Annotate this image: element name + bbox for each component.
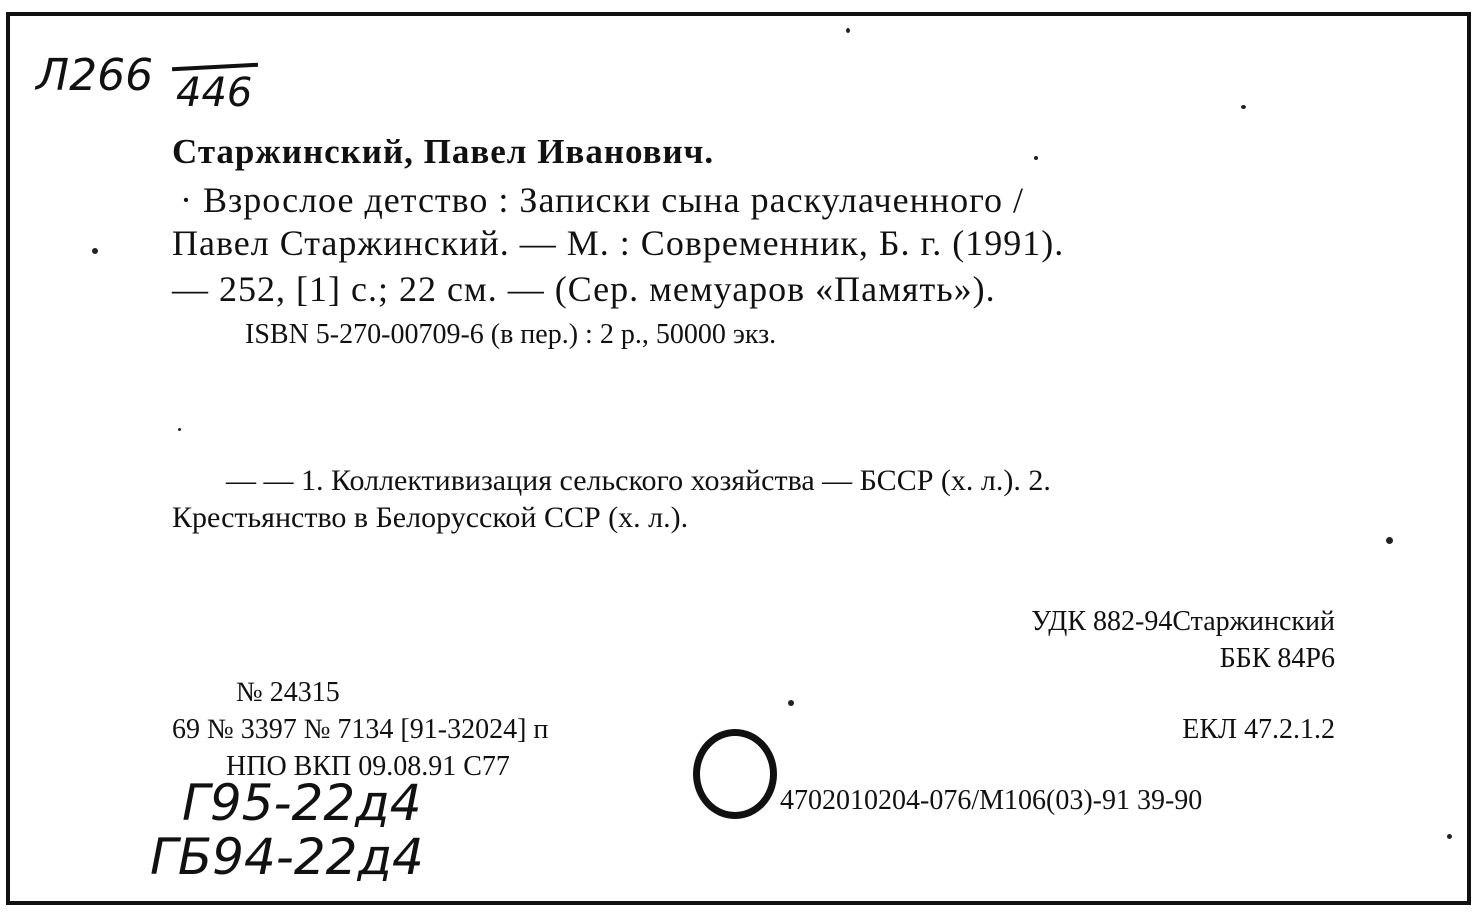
scan-speck (1386, 537, 1393, 544)
udk-code: УДК 882-94Старжинский (1031, 606, 1335, 637)
scan-speck (178, 428, 181, 431)
title-line-1: · Взрослое детство : Записки сына раскулаченного / (180, 180, 1024, 220)
ekl-code: ЕКЛ 47.2.1.2 (1182, 714, 1335, 745)
print-line: 69 № 3397 № 7134 [91-32024] п (172, 714, 549, 745)
title-line-2: Павел Старжинский. — М. : Современник, Б. г. (1991). (172, 223, 1065, 263)
subjects-line-1: — — 1. Коллективизация сельского хозяйства — БССР (х. л.). 2. (226, 464, 1051, 497)
card-number: № 24315 (236, 677, 340, 708)
scan-speck (1447, 834, 1452, 839)
title-line-3: — 252, [1] с.; 22 см. — (Сер. мемуаров «Память»). (172, 269, 996, 309)
fraction-denominator: 446 (176, 70, 253, 116)
isbn-line: ISBN 5-270-00709-6 (в пер.) : 2 р., 50000 экз. (245, 319, 777, 350)
scan-speck (92, 248, 98, 254)
subjects-line-2: Крестьянство в Белорусской ССР (х. л.). (172, 501, 689, 534)
scan-speck (1241, 105, 1246, 109)
handwritten-note-1: Г95-22д4 (182, 774, 422, 832)
scan-speck (1034, 156, 1038, 160)
handwritten-note-2: ГБ94-22д4 (150, 828, 424, 886)
catalog-code: 4702010204-076/М106(03)-91 39-90 (780, 785, 1203, 816)
scan-speck (846, 28, 850, 33)
author-heading: Старжинский, Павел Иванович. (172, 132, 715, 171)
scan-speck (788, 700, 794, 706)
circle-stamp (693, 729, 777, 819)
npo-line: НПО ВКП 09.08.91 С77 (226, 751, 510, 782)
bbk-code: ББК 84Р6 (1219, 643, 1335, 674)
handwritten-call-number: Л266 (36, 50, 154, 101)
